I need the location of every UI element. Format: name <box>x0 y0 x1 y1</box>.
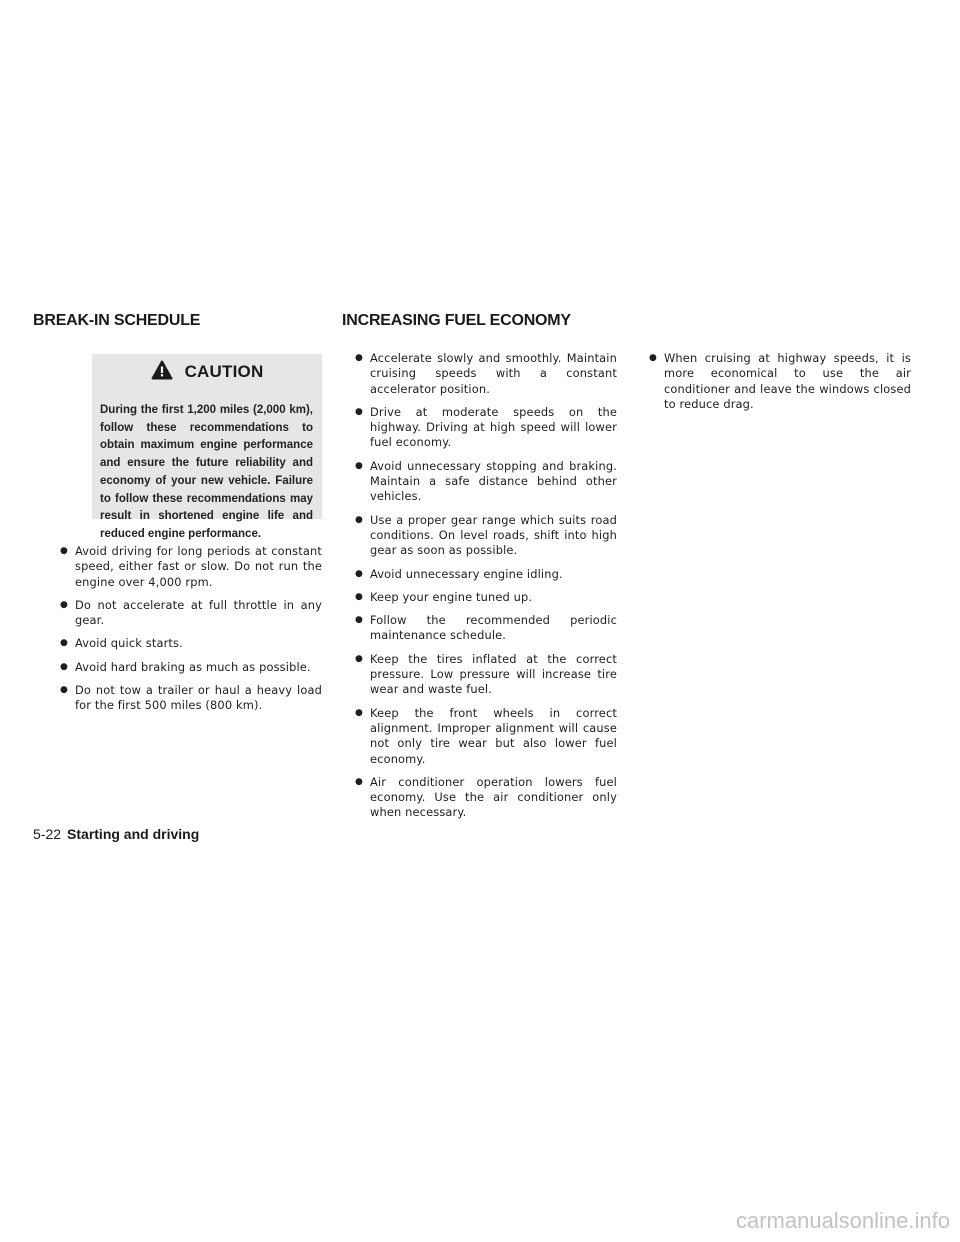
fuel-economy-list-column-1 <box>355 351 617 829</box>
bullet-icon: ● <box>355 514 364 525</box>
fuel-economy-list-continued <box>649 351 911 412</box>
list-item <box>355 590 617 605</box>
list-item <box>355 405 617 451</box>
list-item <box>355 652 617 698</box>
bullet-icon: ● <box>60 638 69 649</box>
list-item-text: Accelerate slowly and smoothly. Maintain cruising speeds with a constant accelerator position. <box>370 351 617 396</box>
watermark: carmanualsonline.info <box>735 1208 950 1233</box>
list-item <box>355 706 617 767</box>
caution-box <box>92 354 322 540</box>
caution-header <box>92 362 322 388</box>
fuel-economy-heading: INCREASING FUEL ECONOMY <box>342 312 571 329</box>
caution-title: CAUTION <box>184 362 264 381</box>
fuel-economy-list-column-2 <box>649 351 911 420</box>
list-item <box>60 636 322 651</box>
list-item-text: Keep the front wheels in correct alignment. Improper alignment will cause not only tire wear but also lower fuel economy. <box>370 705 617 766</box>
bullet-icon: ● <box>60 599 69 610</box>
list-item <box>355 459 617 505</box>
list-item <box>60 544 322 590</box>
bullet-icon: ● <box>60 546 69 556</box>
bullet-icon: ● <box>355 707 364 718</box>
list-item <box>649 351 911 412</box>
break-in-schedule-heading: BREAK-IN SCHEDULE <box>33 312 201 329</box>
list-item-text: Do not accelerate at full throttle in any gear. <box>75 597 322 628</box>
list-item <box>60 598 322 629</box>
bullet-icon: ● <box>355 460 364 471</box>
bullet-icon: ● <box>649 353 658 363</box>
break-in-list-column <box>60 544 322 722</box>
page-number: 5-22 <box>33 826 62 842</box>
list-item-text: Follow the recommended periodic maintenance schedule. <box>370 613 617 643</box>
section-title: Starting and driving <box>67 826 200 842</box>
list-item-text: Use a proper gear range which suits road conditions. On level roads, shift into high gear as soon as possible. <box>370 512 617 558</box>
list-item-text: Drive at moderate speeds on the highway. Driving at high speed will lower fuel economy. <box>370 404 617 450</box>
list-item-text: Keep the tires inflated at the correct pressure. Low pressure will increase tire wear and waste fuel. <box>370 651 617 697</box>
list-item <box>355 567 617 582</box>
caution-text: During the first 1,200 miles (2,000 km), follow these recommendations to obtain maximum engine performance and ensure the future reliability and economy of your new vehicle. Failure to follow these recommendations may result in shortened engine life and reduced engine performance. <box>100 404 313 540</box>
list-item <box>60 660 322 675</box>
bullet-icon: ● <box>355 615 364 626</box>
list-item-text: Avoid unnecessary engine idling. <box>370 566 563 581</box>
bullet-icon: ● <box>355 591 364 602</box>
list-item <box>355 775 617 821</box>
list-item <box>355 613 617 644</box>
list-item-text: Keep your engine tuned up. <box>370 589 533 604</box>
break-in-list <box>60 544 322 714</box>
list-item-text: Air conditioner operation lowers fuel economy. Use the air conditioner only when necessary. <box>370 774 617 820</box>
list-item-text: When cruising at highway speeds, it is more economical to use the air conditioner and leave the windows closed to reduce drag. <box>664 351 911 411</box>
list-item <box>355 351 617 397</box>
page-footer <box>33 826 199 842</box>
bullet-icon: ● <box>355 776 364 787</box>
bullet-icon: ● <box>60 685 69 696</box>
list-item-text: Do not tow a trailer or haul a heavy load for the first 500 miles (800 km). <box>75 683 322 713</box>
list-item-text: Avoid driving for long periods at constant speed, either fast or slow. Do not run the engine over 4,000 rpm. <box>75 544 322 589</box>
list-item-text: Avoid hard braking as much as possible. <box>75 659 311 674</box>
bullet-icon: ● <box>355 406 364 417</box>
warning-triangle-icon <box>151 360 173 380</box>
bullet-icon: ● <box>355 353 364 363</box>
bullet-icon: ● <box>355 653 364 664</box>
bullet-icon: ● <box>60 661 69 672</box>
list-item-text: Avoid unnecessary stopping and braking. Maintain a safe distance behind other vehicles. <box>370 458 617 504</box>
fuel-economy-list <box>355 351 617 821</box>
list-item-text: Avoid quick starts. <box>75 636 183 651</box>
list-item <box>60 683 322 714</box>
list-item <box>355 513 617 559</box>
bullet-icon: ● <box>355 568 364 579</box>
